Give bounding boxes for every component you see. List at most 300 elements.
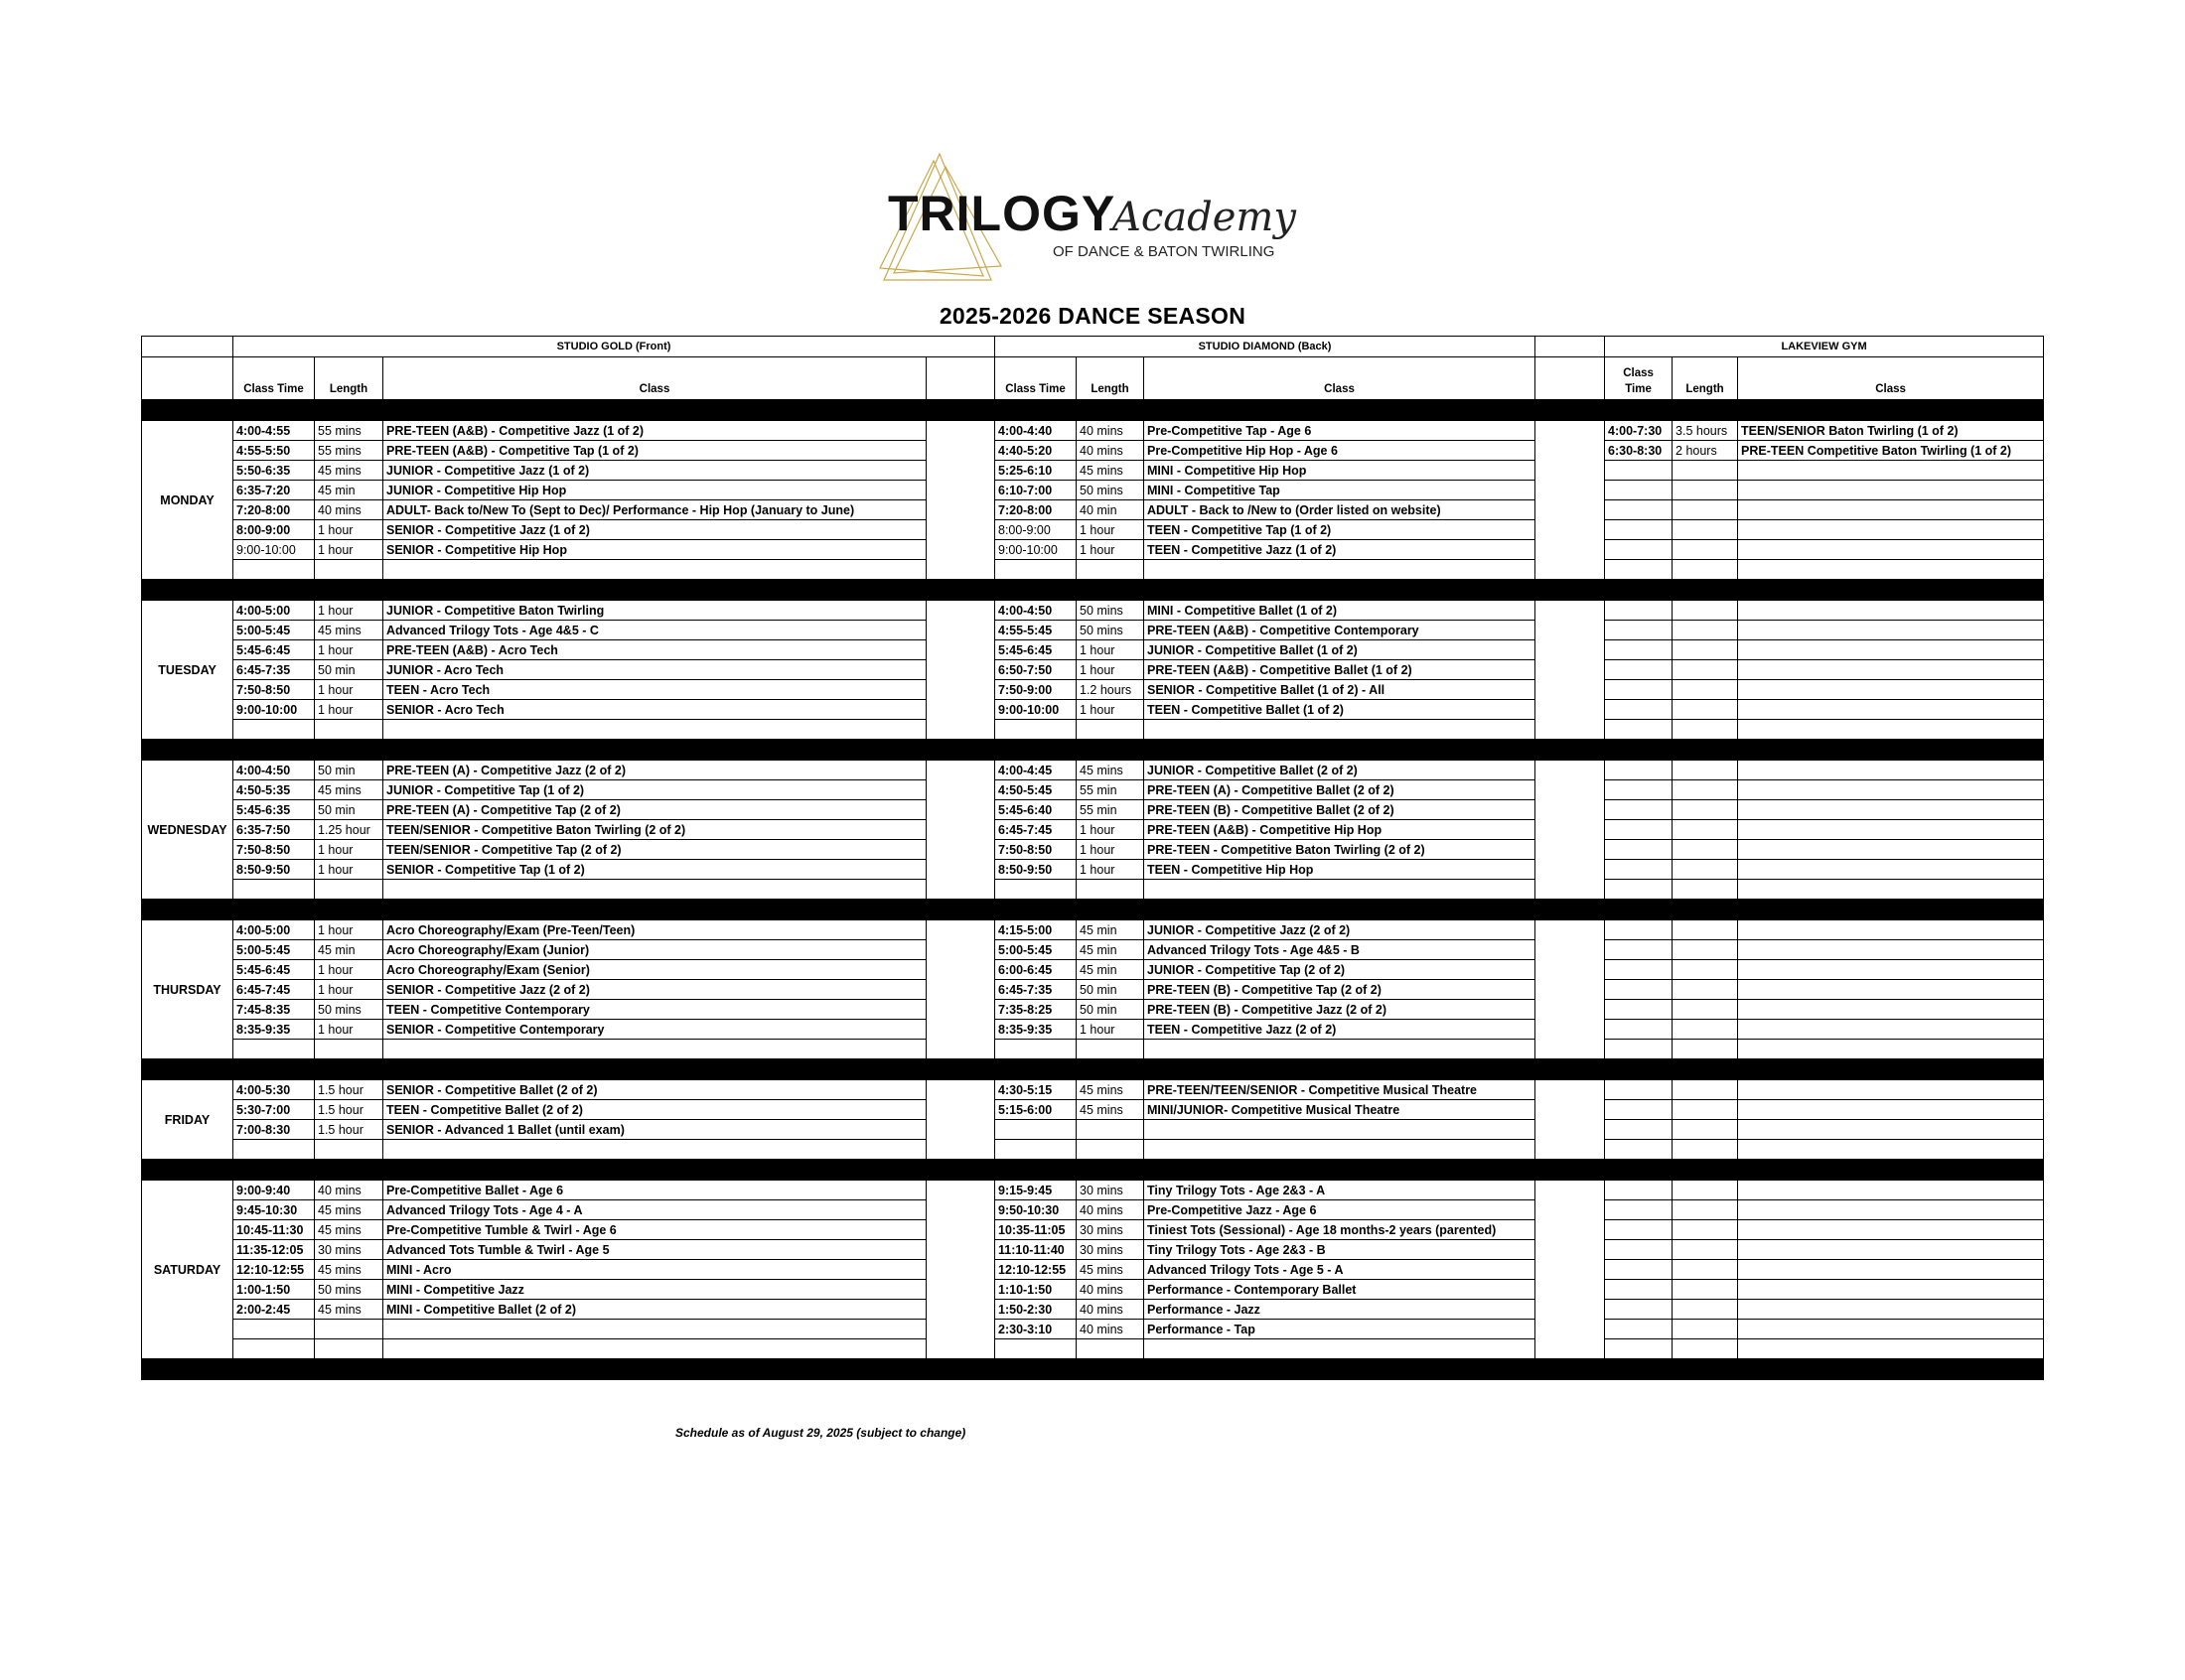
gold-class-name (383, 720, 927, 740)
diamond-length: 55 min (1077, 780, 1144, 800)
spacer-cell (927, 1100, 995, 1120)
spacer-cell (927, 720, 995, 740)
diamond-length: 40 mins (1077, 1320, 1144, 1339)
spacer-cell (1535, 421, 1605, 441)
spacer-cell (927, 940, 995, 960)
diamond-length: 1.2 hours (1077, 680, 1144, 700)
diamond-class-name: JUNIOR - Competitive Ballet (1 of 2) (1144, 640, 1535, 660)
day-label: MONDAY (142, 421, 233, 580)
diamond-class-name: TEEN - Competitive Jazz (1 of 2) (1144, 540, 1535, 560)
diamond-length: 1 hour (1077, 660, 1144, 680)
logo-brand: TRILOGY (888, 186, 1116, 241)
schedule-row (142, 1000, 2044, 1020)
gold-class-time: 9:45-10:30 (233, 1200, 315, 1220)
gym-class-name (1738, 1220, 2044, 1240)
gym-class-name (1738, 980, 2044, 1000)
gold-class-time: 7:20-8:00 (233, 500, 315, 520)
gold-class-time: 4:00-5:00 (233, 601, 315, 621)
diamond-length: 45 min (1077, 920, 1144, 940)
gym-length (1673, 1220, 1738, 1240)
diamond-class-name: Pre-Competitive Tap - Age 6 (1144, 421, 1535, 441)
diamond-class-time: 12:10-12:55 (995, 1260, 1077, 1280)
studio-gold-title: STUDIO GOLD (Front) (233, 337, 995, 357)
diamond-class-name: MINI/JUNIOR- Competitive Musical Theatre (1144, 1100, 1535, 1120)
diamond-class-name: Advanced Trilogy Tots - Age 5 - A (1144, 1260, 1535, 1280)
gold-length (315, 720, 383, 740)
gold-length: 1 hour (315, 700, 383, 720)
diamond-class-name: TEEN - Competitive Ballet (1 of 2) (1144, 700, 1535, 720)
separator-cell (142, 1160, 2044, 1181)
spacer-cell (1535, 461, 1605, 481)
gym-length (1673, 520, 1738, 540)
gym-class-name (1738, 560, 2044, 580)
spacer-cell (1535, 337, 1605, 357)
gold-class-head: Class (383, 357, 927, 400)
gold-class-name (383, 1320, 927, 1339)
gym-class-time (1605, 500, 1673, 520)
diamond-class-name: PRE-TEEN (B) - Competitive Ballet (2 of 2) (1144, 800, 1535, 820)
gym-class-name (1738, 1120, 2044, 1140)
gym-class-name (1738, 1000, 2044, 1020)
spacer-cell (1535, 500, 1605, 520)
gold-class-time: 12:10-12:55 (233, 1260, 315, 1280)
spacer-cell (927, 780, 995, 800)
gold-length: 1 hour (315, 540, 383, 560)
gold-class-name: Acro Choreography/Exam (Junior) (383, 940, 927, 960)
schedule-row (142, 660, 2044, 680)
gold-length: 50 mins (315, 1280, 383, 1300)
gym-class-name (1738, 780, 2044, 800)
schedule-row (142, 601, 2044, 621)
schedule-row (142, 481, 2044, 500)
gym-length (1673, 601, 1738, 621)
diamond-class-name (1144, 1120, 1535, 1140)
gold-class-name: MINI - Competitive Jazz (383, 1280, 927, 1300)
schedule-row (142, 1320, 2044, 1339)
diamond-class-name: PRE-TEEN - Competitive Baton Twirling (2 of 2) (1144, 840, 1535, 860)
spacer-cell (927, 1339, 995, 1359)
diamond-class-name: Tiniest Tots (Sessional) - Age 18 months-2 years (parented) (1144, 1220, 1535, 1240)
schedule-row (142, 1100, 2044, 1120)
diamond-class-name: JUNIOR - Competitive Ballet (2 of 2) (1144, 761, 1535, 780)
gold-length (315, 560, 383, 580)
spacer-cell (1535, 1100, 1605, 1120)
spacer-cell (1535, 860, 1605, 880)
diamond-length: 50 min (1077, 980, 1144, 1000)
diamond-length (1077, 1339, 1144, 1359)
schedule-footnote: Schedule as of August 29, 2025 (subject to change) (675, 1426, 966, 1440)
gold-length: 45 mins (315, 621, 383, 640)
diamond-class-time: 4:55-5:45 (995, 621, 1077, 640)
diamond-class-name (1144, 1140, 1535, 1160)
schedule-row (142, 720, 2044, 740)
diamond-class-name: ADULT - Back to /New to (Order listed on website) (1144, 500, 1535, 520)
gold-class-name (383, 560, 927, 580)
gold-length: 45 mins (315, 1300, 383, 1320)
schedule-row (142, 800, 2044, 820)
schedule-row (142, 1080, 2044, 1100)
gym-class-name (1738, 1280, 2044, 1300)
gym-class-name (1738, 1300, 2044, 1320)
gym-class-time (1605, 1181, 1673, 1200)
diamond-class-time: 9:15-9:45 (995, 1181, 1077, 1200)
diamond-length (1077, 560, 1144, 580)
column-header-row (142, 357, 2044, 400)
gold-class-time (233, 720, 315, 740)
gold-length: 40 mins (315, 500, 383, 520)
gold-class-name: PRE-TEEN (A) - Competitive Tap (2 of 2) (383, 800, 927, 820)
gold-class-time: 5:30-7:00 (233, 1100, 315, 1120)
gold-class-name (383, 880, 927, 900)
spacer-cell (927, 441, 995, 461)
spacer-cell (927, 660, 995, 680)
diamond-class-time: 5:15-6:00 (995, 1100, 1077, 1120)
spacer-cell (927, 1181, 995, 1200)
spacer-cell (1535, 1320, 1605, 1339)
gym-class-name (1738, 660, 2044, 680)
gym-class-time (1605, 640, 1673, 660)
gold-length: 1 hour (315, 680, 383, 700)
diamond-class-time: 4:15-5:00 (995, 920, 1077, 940)
gym-class-time (1605, 800, 1673, 820)
spacer-cell (1535, 1140, 1605, 1160)
gold-class-time: 6:35-7:20 (233, 481, 315, 500)
gym-class-name (1738, 860, 2044, 880)
gym-length (1673, 481, 1738, 500)
gold-class-name: TEEN/SENIOR - Competitive Tap (2 of 2) (383, 840, 927, 860)
schedule-row (142, 761, 2044, 780)
gym-class-time (1605, 660, 1673, 680)
spacer-cell (1535, 1300, 1605, 1320)
spacer-cell (927, 1280, 995, 1300)
gym-length (1673, 1260, 1738, 1280)
schedule-row (142, 700, 2044, 720)
spacer-cell (1535, 481, 1605, 500)
gym-length (1673, 1181, 1738, 1200)
day-separator-bar (142, 900, 2044, 920)
schedule-table (141, 336, 2044, 1380)
gold-length: 30 mins (315, 1240, 383, 1260)
gym-class-head: Class (1738, 357, 2044, 400)
gold-class-name: TEEN - Competitive Contemporary (383, 1000, 927, 1020)
separator-cell (142, 740, 2044, 761)
gold-length: 1 hour (315, 860, 383, 880)
schedule-row (142, 421, 2044, 441)
gold-class-time (233, 560, 315, 580)
spacer-cell (1535, 700, 1605, 720)
spacer-cell (927, 461, 995, 481)
spacer-cell (1535, 1000, 1605, 1020)
gold-class-time: 10:45-11:30 (233, 1220, 315, 1240)
schedule-row (142, 441, 2044, 461)
diamond-class-time: 6:45-7:35 (995, 980, 1077, 1000)
gym-class-name (1738, 800, 2044, 820)
diamond-class-time: 4:50-5:45 (995, 780, 1077, 800)
gym-class-time (1605, 880, 1673, 900)
diamond-length: 40 mins (1077, 1300, 1144, 1320)
diamond-class-name (1144, 880, 1535, 900)
gold-length (315, 1040, 383, 1059)
gold-class-name: Pre-Competitive Ballet - Age 6 (383, 1181, 927, 1200)
gold-class-name: SENIOR - Competitive Tap (1 of 2) (383, 860, 927, 880)
gym-class-time (1605, 860, 1673, 880)
gym-length (1673, 660, 1738, 680)
spacer-cell (1535, 1280, 1605, 1300)
gym-class-time (1605, 1000, 1673, 1020)
studio-header-row (142, 337, 2044, 357)
gym-length (1673, 1100, 1738, 1120)
gold-length: 1.5 hour (315, 1080, 383, 1100)
gym-length (1673, 800, 1738, 820)
trilogy-academy-logo (874, 149, 1321, 288)
diamond-class-name: SENIOR - Competitive Ballet (1 of 2) - All (1144, 680, 1535, 700)
spacer-cell (927, 621, 995, 640)
separator-cell (142, 400, 2044, 421)
spacer-cell (1535, 880, 1605, 900)
gold-class-name: Acro Choreography/Exam (Pre-Teen/Teen) (383, 920, 927, 940)
gold-class-name: SENIOR - Competitive Jazz (1 of 2) (383, 520, 927, 540)
spacer-cell (1535, 621, 1605, 640)
gold-length (315, 1140, 383, 1160)
spacer-cell (927, 1320, 995, 1339)
diamond-length: 40 mins (1077, 441, 1144, 461)
gym-class-time (1605, 680, 1673, 700)
gym-class-name (1738, 500, 2044, 520)
gold-class-name: PRE-TEEN (A&B) - Competitive Tap (1 of 2) (383, 441, 927, 461)
separator-cell (142, 900, 2044, 920)
logo-script: Academy (1112, 195, 1296, 240)
schedule-row (142, 1300, 2044, 1320)
diamond-class-time: 4:40-5:20 (995, 441, 1077, 461)
diamond-length: 30 mins (1077, 1220, 1144, 1240)
schedule-row (142, 840, 2044, 860)
spacer-cell (927, 880, 995, 900)
schedule-row (142, 640, 2044, 660)
gym-length (1673, 1000, 1738, 1020)
diamond-class-name: Advanced Trilogy Tots - Age 4&5 - B (1144, 940, 1535, 960)
diamond-class-name: PRE-TEEN (A&B) - Competitive Contemporary (1144, 621, 1535, 640)
gold-length: 55 mins (315, 441, 383, 461)
diamond-class-name: Performance - Contemporary Ballet (1144, 1280, 1535, 1300)
gold-length: 40 mins (315, 1181, 383, 1200)
gym-length (1673, 621, 1738, 640)
gym-class-name: TEEN/SENIOR Baton Twirling (1 of 2) (1738, 421, 2044, 441)
diamond-length: 40 mins (1077, 421, 1144, 441)
schedule-row (142, 1020, 2044, 1040)
gym-class-time (1605, 1240, 1673, 1260)
gym-class-name: PRE-TEEN Competitive Baton Twirling (1 of 2) (1738, 441, 2044, 461)
spacer-cell (927, 960, 995, 980)
spacer-cell (927, 421, 995, 441)
diamond-class-time: 6:45-7:45 (995, 820, 1077, 840)
diamond-length: 50 mins (1077, 601, 1144, 621)
gym-length (1673, 560, 1738, 580)
gym-class-name (1738, 960, 2044, 980)
gym-class-time (1605, 1020, 1673, 1040)
schedule-row (142, 1280, 2044, 1300)
diamond-class-name: JUNIOR - Competitive Tap (2 of 2) (1144, 960, 1535, 980)
gold-length: 1 hour (315, 840, 383, 860)
spacer-cell (1535, 1200, 1605, 1220)
gold-class-name: SENIOR - Competitive Contemporary (383, 1020, 927, 1040)
season-title: 2025-2026 DANCE SEASON (939, 303, 1246, 329)
corner-cell (142, 337, 233, 357)
spacer-cell (927, 1000, 995, 1020)
diamond-class-time: 1:50-2:30 (995, 1300, 1077, 1320)
diamond-class-name: PRE-TEEN (B) - Competitive Jazz (2 of 2) (1144, 1000, 1535, 1020)
schedule-row (142, 461, 2044, 481)
spacer-cell (927, 1140, 995, 1160)
diamond-class-name: PRE-TEEN (A) - Competitive Ballet (2 of 2) (1144, 780, 1535, 800)
gold-class-name: JUNIOR - Competitive Hip Hop (383, 481, 927, 500)
gold-class-time: 5:50-6:35 (233, 461, 315, 481)
spacer-cell (927, 357, 995, 400)
diamond-class-time: 6:10-7:00 (995, 481, 1077, 500)
gold-length: 1 hour (315, 1020, 383, 1040)
gym-length (1673, 860, 1738, 880)
spacer-cell (1535, 560, 1605, 580)
diamond-length (1077, 1120, 1144, 1140)
gold-class-time: 1:00-1:50 (233, 1280, 315, 1300)
gold-class-name: TEEN/SENIOR - Competitive Baton Twirling (2 of 2) (383, 820, 927, 840)
diamond-class-time: 1:10-1:50 (995, 1280, 1077, 1300)
gym-class-time (1605, 601, 1673, 621)
diamond-class-time: 9:00-10:00 (995, 700, 1077, 720)
gym-class-time (1605, 1260, 1673, 1280)
diamond-length (1077, 1140, 1144, 1160)
gold-class-name (383, 1140, 927, 1160)
schedule-row (142, 1120, 2044, 1140)
gold-length-head: Length (315, 357, 383, 400)
gym-class-time (1605, 1040, 1673, 1059)
separator-cell (142, 1059, 2044, 1080)
gym-class-time (1605, 1300, 1673, 1320)
spacer-cell (927, 800, 995, 820)
gym-time-head (1605, 357, 1673, 400)
diamond-class-time: 5:45-6:40 (995, 800, 1077, 820)
gold-class-name: Advanced Trilogy Tots - Age 4&5 - C (383, 621, 927, 640)
spacer-cell (927, 761, 995, 780)
gold-class-time: 5:45-6:35 (233, 800, 315, 820)
corner-cell (142, 357, 233, 400)
spacer-cell (927, 1240, 995, 1260)
gym-class-time (1605, 1200, 1673, 1220)
separator-cell (142, 1359, 2044, 1380)
diamond-length (1077, 880, 1144, 900)
spacer-cell (1535, 840, 1605, 860)
logo-tagline: OF DANCE & BATON TWIRLING (1053, 243, 1275, 260)
schedule-row (142, 780, 2044, 800)
gym-class-name (1738, 1080, 2044, 1100)
spacer-cell (927, 680, 995, 700)
spacer-cell (1535, 1120, 1605, 1140)
schedule-row (142, 940, 2044, 960)
gold-class-time: 5:00-5:45 (233, 621, 315, 640)
gold-length: 1 hour (315, 980, 383, 1000)
gym-class-name (1738, 481, 2044, 500)
day-label: FRIDAY (142, 1080, 233, 1160)
gym-length (1673, 1320, 1738, 1339)
gym-length (1673, 700, 1738, 720)
diamond-length: 50 min (1077, 1000, 1144, 1020)
diamond-time-head: Class Time (995, 357, 1077, 400)
spacer-cell (927, 540, 995, 560)
spacer-cell (927, 980, 995, 1000)
gold-class-time: 6:35-7:50 (233, 820, 315, 840)
diamond-class-time: 11:10-11:40 (995, 1240, 1077, 1260)
spacer-cell (927, 840, 995, 860)
schedule-row (142, 860, 2044, 880)
day-separator-bar (142, 1059, 2044, 1080)
gym-class-name (1738, 520, 2044, 540)
schedule-row (142, 1140, 2044, 1160)
diamond-class-time: 7:50-9:00 (995, 680, 1077, 700)
spacer-cell (1535, 640, 1605, 660)
gym-class-time (1605, 980, 1673, 1000)
spacer-cell (927, 1220, 995, 1240)
gym-class-name (1738, 880, 2044, 900)
spacer-cell (1535, 660, 1605, 680)
gym-class-name (1738, 621, 2044, 640)
gold-class-name (383, 1339, 927, 1359)
gold-class-time: 4:00-5:00 (233, 920, 315, 940)
diamond-class-time: 4:00-4:40 (995, 421, 1077, 441)
diamond-length-head: Length (1077, 357, 1144, 400)
gold-length: 45 mins (315, 1260, 383, 1280)
diamond-length: 40 mins (1077, 1200, 1144, 1220)
diamond-class-time (995, 1120, 1077, 1140)
gym-class-name (1738, 601, 2044, 621)
gold-length: 45 mins (315, 780, 383, 800)
schedule-row (142, 500, 2044, 520)
diamond-class-name: MINI - Competitive Hip Hop (1144, 461, 1535, 481)
diamond-class-time (995, 560, 1077, 580)
gym-length (1673, 820, 1738, 840)
gym-class-time (1605, 960, 1673, 980)
gym-class-name (1738, 1320, 2044, 1339)
gym-class-name (1738, 920, 2044, 940)
spacer-cell (1535, 1260, 1605, 1280)
gym-class-time (1605, 621, 1673, 640)
gold-length: 55 mins (315, 421, 383, 441)
diamond-class-time (995, 1339, 1077, 1359)
gold-class-name: Pre-Competitive Tumble & Twirl - Age 6 (383, 1220, 927, 1240)
spacer-cell (927, 1040, 995, 1059)
gold-class-time: 7:50-8:50 (233, 680, 315, 700)
diamond-length: 45 min (1077, 940, 1144, 960)
spacer-cell (1535, 960, 1605, 980)
gold-class-name: Advanced Trilogy Tots - Age 4 - A (383, 1200, 927, 1220)
spacer-cell (927, 1020, 995, 1040)
diamond-class-name: PRE-TEEN (A&B) - Competitive Hip Hop (1144, 820, 1535, 840)
diamond-length: 1 hour (1077, 1020, 1144, 1040)
gym-length (1673, 720, 1738, 740)
diamond-class-name: JUNIOR - Competitive Jazz (2 of 2) (1144, 920, 1535, 940)
gold-class-name: TEEN - Competitive Ballet (2 of 2) (383, 1100, 927, 1120)
gym-class-time (1605, 720, 1673, 740)
spacer-cell (927, 500, 995, 520)
gym-class-time (1605, 461, 1673, 481)
gold-class-time: 11:35-12:05 (233, 1240, 315, 1260)
diamond-length (1077, 1040, 1144, 1059)
gym-class-name (1738, 1181, 2044, 1200)
gold-class-name: PRE-TEEN (A&B) - Acro Tech (383, 640, 927, 660)
diamond-length: 45 min (1077, 960, 1144, 980)
gym-length: 2 hours (1673, 441, 1738, 461)
gym-length (1673, 960, 1738, 980)
schedule-row (142, 1240, 2044, 1260)
diamond-class-time (995, 1140, 1077, 1160)
